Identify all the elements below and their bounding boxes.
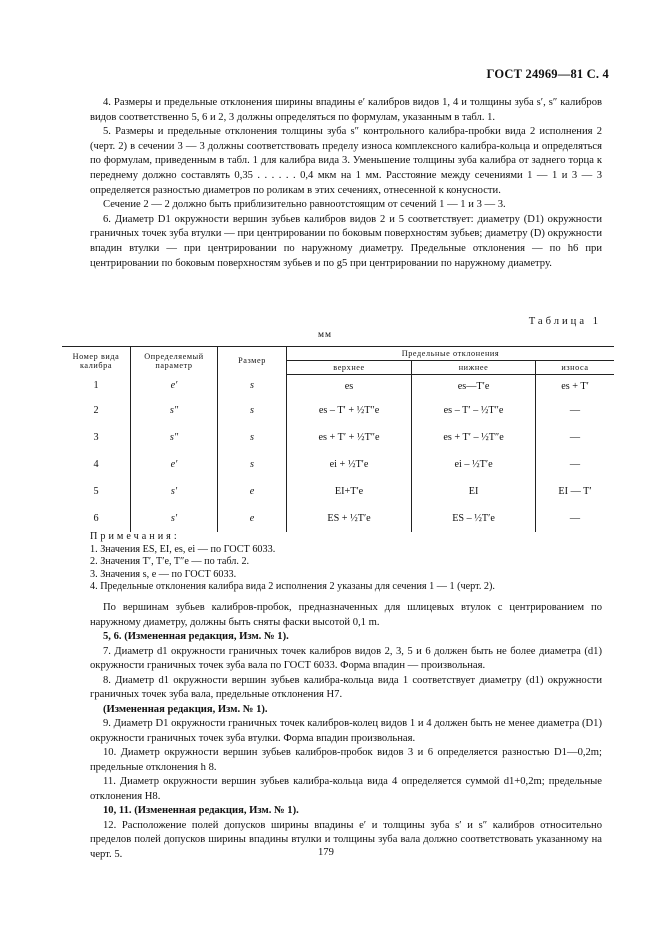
cell-wear: — (536, 397, 615, 424)
document-header: ГОСТ 24969—81 С. 4 (486, 67, 609, 81)
paragraph-6: 6. Диаметр D1 окружности вершин зубьев калибров видов 2 и 5 соответствует: диаметру (D1) окружности граничных точек зуба втулки — при центрировании по боковым поверхностям зубьев; диаметру (D) окружности впадин втулки — при центрировании по наружному диаметру. Предельные отклонения — по h6 при центрировании по боковым поверхностям зубьев и по g5 при центрировании по наружному диаметру. (90, 213, 602, 269)
table-notes (90, 531, 602, 594)
cell-size: s (218, 424, 287, 451)
table-caption: Таблица 1 (528, 316, 601, 327)
table-row (62, 505, 614, 532)
cell-wear: es + T′ (536, 375, 615, 398)
cell-upper: es – T′ + ½T″e (287, 397, 412, 424)
body-text-bottom (90, 601, 602, 862)
cell-param: e′ (131, 375, 218, 398)
paragraph-11: 11. Диаметр окружности вершин зубьев калибра-кольца вида 4 определяется суммой d1+0,2m; предельные отклонения H8. (90, 776, 602, 802)
page-number: 179 (318, 847, 334, 858)
paragraph-section: Сечение 2 — 2 должно быть приблизительно равноотстоящим от сечений 1 — 1 и 3 — 3. (103, 199, 506, 211)
table-row (62, 397, 614, 424)
paragraph-8: 8. Диаметр d1 окружности вершин зубьев калибра-кольца вида 1 соответствует диаметру (d1) окружности граничных точек зуба вала, предельные отклонения H7. (90, 674, 602, 700)
table-row (62, 478, 614, 505)
cell-param: s′ (131, 505, 218, 532)
cell-lower: EI (412, 478, 536, 505)
cell-type: 4 (93, 459, 99, 470)
cell-size: e (218, 505, 287, 532)
note-item: 4. Предельные отклонения калибра вида 2 исполнения 2 указаны для сечения 1 — 1 (черт. 2). (90, 581, 495, 593)
note-item: 2. Значения T′, T′e, T″e — по табл. 2. (90, 556, 250, 568)
table-row (62, 451, 614, 478)
revision-note (90, 804, 602, 819)
cell-lower: ei – ½T′e (412, 451, 536, 478)
cell-upper: ei + ½T′e (287, 451, 412, 478)
cell-upper: EI+T′e (287, 478, 412, 505)
table-row (62, 424, 614, 451)
cell-lower: es – T′ – ½T″e (412, 397, 536, 424)
paragraph-9: 9. Диаметр D1 окружности граничных точек калибров-колец видов 1 и 4 должен быть не менее диаметра (D1) окружности граничных точек зуба втулки. Форма впадин произвольная. (90, 718, 602, 744)
col-header-size: Размер (218, 347, 287, 375)
revision-text: (Измененная редакция, Изм. № 1). (103, 703, 268, 715)
cell-type: 1 (93, 380, 99, 392)
note-item: 1. Значения ES, EI, es, ei — по ГОСТ 6033. (90, 543, 276, 555)
cell-type: 6 (93, 513, 99, 524)
table-row (62, 375, 614, 398)
paragraph-10: 10. Диаметр окружности вершин зубьев калибров-пробок видов 3 и 6 определяется разностью D1—0,2m; предельные отклонения h 8. (90, 747, 602, 773)
cell-param: s′ (131, 478, 218, 505)
body-text-top (90, 96, 602, 271)
revision-note (90, 703, 602, 718)
paragraph-7: 7. Диаметр d1 окружности граничных точек калибров видов 2, 3, 5 и 6 должен быть не более диаметра (d1) окружности граничных точек зуба вала по ГОСТ 6033. Форма впадин — произвольная. (90, 645, 602, 671)
col-header-type: Номер вида калибра (62, 347, 131, 375)
revision-text: 10, 11. (Измененная редакция, Изм. № 1). (103, 805, 299, 816)
paragraph-4: 4. Размеры и предельные отклонения ширины впадины e′ калибров видов 1, 4 и толщины зуба s′, s″ калибров видов соответственно 5, 6 и 2, 3 должны определяться по формулам, указанным в табл. 1. (90, 97, 602, 123)
cell-upper: es (287, 375, 412, 398)
cell-lower: ES – ½T′e (412, 505, 536, 532)
cell-size: s (218, 397, 287, 424)
cell-lower: es + T′ – ½T″e (412, 424, 536, 451)
col-header-wear: износа (536, 361, 615, 375)
cell-size: s (218, 375, 287, 398)
cell-type: 2 (93, 405, 99, 416)
cell-size: s (218, 451, 287, 478)
cell-param: e′ (131, 451, 218, 478)
col-header-lower: нижнее (412, 361, 536, 375)
cell-type: 5 (93, 486, 99, 497)
cell-param: s″ (131, 397, 218, 424)
revision-text: 5, 6. (Измененная редакция, Изм. № 1). (103, 631, 289, 642)
revision-note (90, 630, 602, 645)
cell-wear: — (536, 451, 615, 478)
col-header-param: Определяемый параметр (131, 347, 218, 375)
paragraph-5: 5. Размеры и предельные отклонения толщины зуба s″ контрольного калибра-пробки вида 2 исполнения 2 (черт. 2) в сечении 3 — 3 должны соответствовать пределу износа комплексного калибра-кольца и определяться по формулам, приведенным в табл. 1 для калибра вида 3. Уменьшение толщины зуба калибра от заднего торца к переднему должно составлять 0,35 . . . . . . 0,4 мкм на 1 мм. Расстояние между сечениями 1 — 1 и 3 — 3 определяется разностью диаметров по роликам в этих сечениях, отнесенной к конусности. (90, 126, 602, 196)
cell-type: 3 (93, 432, 99, 443)
cell-upper: es + T′ + ½T″e (287, 424, 412, 451)
cell-wear: — (536, 505, 615, 532)
cell-size: e (218, 478, 287, 505)
tolerance-table (62, 346, 614, 532)
cell-upper: ES + ½T′e (287, 505, 412, 532)
cell-lower: es—T′e (412, 375, 536, 398)
table-units: мм (318, 330, 333, 340)
paragraph-chamfer: По вершинам зубьев калибров-пробок, предназначенных для шлицевых втулок с центрированием по наружному диаметру, должны быть сняты фаски высотой 0,1 m. (90, 602, 602, 628)
col-header-upper: верхнее (287, 361, 412, 375)
notes-title: Примечания: (90, 531, 180, 542)
col-header-deviations: Предельные отклонения (287, 347, 615, 361)
paragraph-12: 12. Расположение полей допусков ширины впадины e′ и толщины зуба s′ и s″ калибров относительно пределов полей допусков ширины впадины втулки и толщины зуба вала должно соответствовать указанному на черт. 5. (90, 819, 602, 860)
cell-param: s″ (131, 424, 218, 451)
note-item: 3. Значения s, e — по ГОСТ 6033. (90, 568, 237, 580)
cell-wear: — (536, 424, 615, 451)
cell-wear: EI — T′ (536, 478, 615, 505)
